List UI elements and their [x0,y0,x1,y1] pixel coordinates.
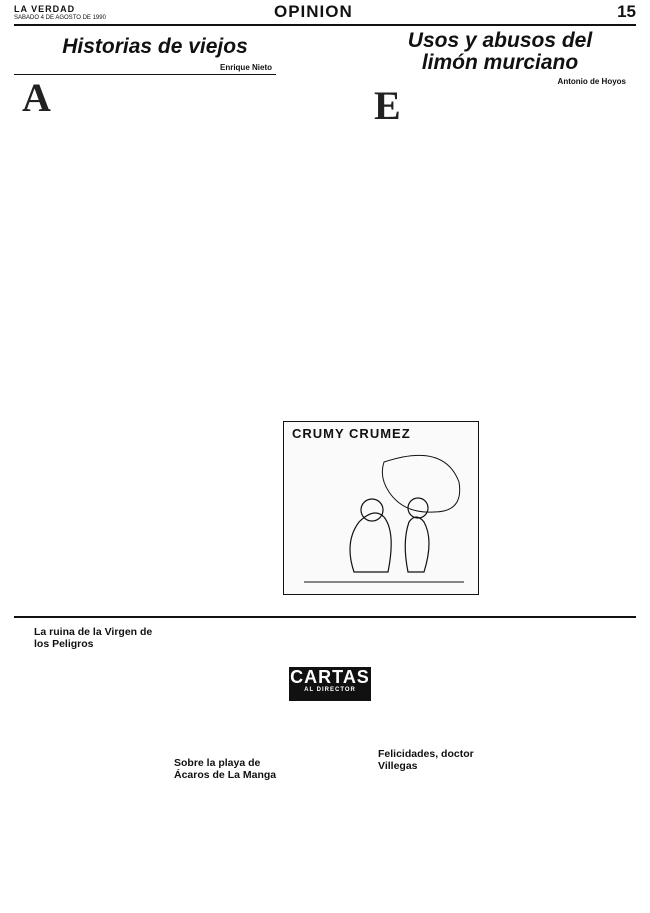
cartoon-drawing [284,422,480,596]
article-right-title-line2: limón murciano [421,51,579,74]
article-left-column-3 [196,80,278,402]
cartoon [283,421,479,595]
letter-body-1-cont [174,626,284,726]
page-number: 15 [617,2,636,21]
article-left-title: Historias de viejos [62,35,248,58]
article-left-byline: Enrique Nieto [219,63,272,72]
article-right-column-1 [374,88,454,398]
letter-title-1: La ruina de la Virgen de los Peligros [34,626,153,650]
letters-header-title: CARTAS [290,667,370,687]
section-title: OPINION [274,2,353,21]
newspaper-name: LA VERDAD [14,4,76,14]
page-header [14,4,636,26]
letter-body-2 [174,784,284,904]
dropcap: E [374,88,401,128]
letter-body-4-cont [500,626,628,862]
dropcap: A [22,80,51,120]
letter-body-2-cont [290,708,368,908]
letter-body-3 [378,626,488,718]
letters-header [289,667,371,701]
cartoon-title: CRUMY CRUMEZ [292,426,411,441]
article-right-byline: Antonio de Hoyos [557,77,626,86]
article-left-column-1 [22,80,102,402]
issue-date: SABADO 4 DE AGOSTO DE 1990 [14,15,106,21]
article-left-column-2 [108,80,190,402]
letter-title-2: Sobre la playa de Ácaros de La Manga [174,757,277,781]
section-divider [14,616,636,618]
divider [14,74,276,75]
letter-body-1 [30,655,168,905]
article-right-column-3 [546,88,628,498]
letter-title-4: Felicidades, doctor Villegas [378,748,474,772]
letters-header-subtitle: AL DIRECTOR [304,687,356,693]
letter-body-4 [378,775,488,905]
article-right-column-2 [460,88,540,398]
article-right-title-line1: Usos y abusos del [407,29,593,52]
